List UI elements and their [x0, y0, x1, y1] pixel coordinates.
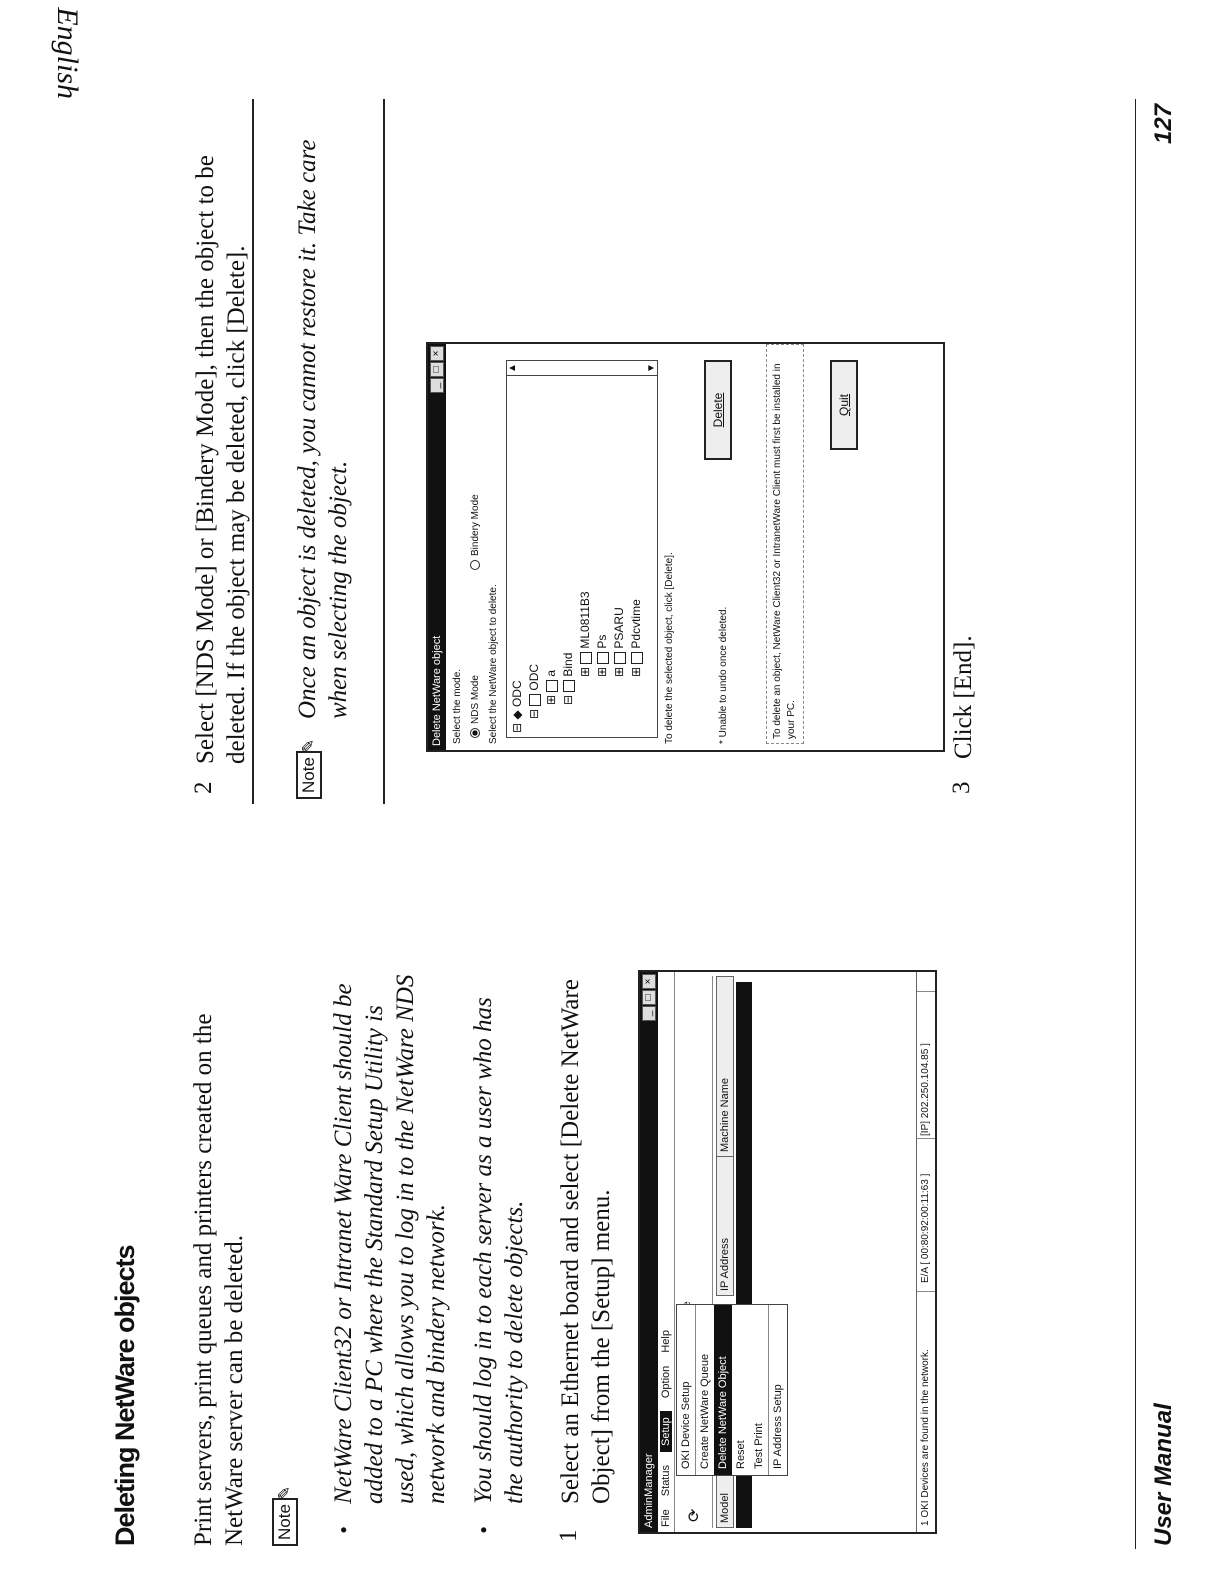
tree-node-bind[interactable]: ⊟ Bind	[561, 652, 575, 705]
menu-status[interactable]: Status	[660, 1465, 672, 1497]
folder-icon	[563, 680, 575, 692]
step-text: Select [NDS Mode] or [Bindery Mode], then the object to be deleted. If the object may be deleted, click [Delete].	[192, 155, 250, 764]
minimize-icon[interactable]: _	[430, 378, 444, 393]
tree-scrollbar[interactable]	[507, 361, 657, 376]
folder-icon	[529, 694, 541, 706]
pencil-icon: ✎	[275, 1485, 294, 1501]
tree-node-label: Ps	[595, 634, 609, 649]
bullet-text: You should log in to each server as a user who has the authority to delete objects.	[470, 997, 528, 1504]
step-number: 2	[190, 781, 217, 794]
note-rule-top	[252, 99, 254, 804]
folder-icon	[546, 680, 558, 692]
tree-node-label: ODC	[510, 680, 524, 708]
client-requirement-note: To delete an object, NetWare Client32 or IntranetWare Client must first be installed in your PC.	[766, 344, 804, 744]
bullet-text: NetWare Client32 or Intranet Ware Client should be added to a PC where the Standard Setup Utility is used, which allows you to log in to the NetWare NDS network and bindery network.	[330, 974, 450, 1504]
object-tree[interactable]	[506, 360, 658, 738]
delete-instruction: To delete the selected object, click [Delete].	[664, 552, 675, 744]
undo-warning: * Unable to undo once deleted.	[718, 606, 729, 744]
note-bullet-1	[328, 959, 468, 1534]
menu-item-test-print[interactable]: Test Print	[753, 1423, 765, 1469]
menu-option[interactable]: Option	[660, 1365, 672, 1399]
menu-bar	[658, 972, 675, 1532]
menu-setup[interactable]: Setup	[660, 1411, 672, 1452]
page-number: 127	[1150, 103, 1177, 144]
footer-label: User Manual	[1150, 1403, 1177, 1546]
note-label: Note	[272, 1498, 298, 1546]
setup-dropdown-menu	[676, 1304, 788, 1476]
tree-node-a[interactable]: ⊞ a	[544, 669, 558, 705]
tree-node-label: Bind	[561, 652, 575, 677]
window-title: Delete NetWare object	[431, 635, 443, 746]
scroll-down-icon[interactable]: ▼	[646, 363, 657, 373]
menu-item-create-netware-queue[interactable]: Create NetWare Queue	[695, 1305, 714, 1475]
tree-node-label: Pdcvtime	[629, 599, 643, 649]
tree-node-pdcvtime[interactable]: ⊞ Pdcvtime	[629, 599, 643, 677]
step-text: Select an Ethernet board and select [Delete NetWare Object] from the [Setup] menu.	[557, 979, 615, 1504]
note-rule-bottom	[383, 99, 385, 804]
menu-item-oki-device-setup[interactable]: OKI Device Setup	[680, 1381, 692, 1469]
tree-node-label: a	[544, 669, 558, 677]
queue-icon	[631, 652, 643, 664]
step-text: Click [End].	[950, 635, 977, 759]
nds-mode-radio[interactable]	[470, 675, 481, 738]
window-title: AdminManager	[643, 1453, 655, 1528]
menu-item-delete-netware-object[interactable]: Delete NetWare Object	[714, 1305, 732, 1475]
status-device-count: 1 OKI Devices are found in the network.	[917, 1291, 935, 1530]
window-titlebar	[428, 344, 446, 750]
radio-unselected-icon	[470, 560, 480, 570]
pencil-icon: ✎	[299, 738, 318, 754]
close-icon[interactable]: ×	[642, 974, 656, 989]
note-badge-2	[296, 739, 322, 799]
tree-node-ml0811b3[interactable]: ⊞ ML0811B3	[578, 591, 592, 677]
tree-node-label: ODC	[527, 663, 541, 691]
admin-manager-window	[638, 970, 937, 1534]
bullet-icon: •	[331, 1526, 356, 1534]
tree-root-icon: ◆	[510, 710, 524, 720]
tree-node-psaru[interactable]: ⊞ PSARU	[612, 607, 626, 677]
language-tab: English	[51, 7, 84, 99]
bullet-icon: •	[471, 1526, 496, 1534]
select-mode-label: Select the mode.	[452, 668, 463, 744]
tree-node-root[interactable]: ⊟ ◆ ODC	[510, 680, 524, 733]
tree-node-label: PSARU	[612, 607, 626, 649]
print-server-icon	[614, 652, 626, 664]
tree-node-ps[interactable]: ⊞ Ps	[595, 634, 609, 677]
menu-item-ip-address-setup[interactable]: IP Address Setup	[768, 1305, 787, 1475]
tree-node-label: ML0811B3	[578, 591, 592, 649]
step-number: 1	[555, 1529, 582, 1542]
column-ip-address[interactable]: IP Address	[716, 1155, 734, 1296]
delete-button[interactable]: Delete	[704, 360, 732, 460]
column-machine-name[interactable]: Machine Name	[716, 976, 734, 1157]
menu-file[interactable]: File	[660, 1509, 672, 1527]
section-title: Deleting NetWare objects	[110, 1245, 140, 1546]
column-model[interactable]: Model	[716, 1412, 734, 1528]
status-ip-address: [IP] 202.250.104.85 ]	[917, 991, 935, 1140]
bindery-mode-radio[interactable]	[470, 494, 481, 570]
minimize-icon[interactable]: _	[642, 1006, 656, 1021]
printer-icon	[580, 652, 592, 664]
tree-node-odc[interactable]: ⊟ ODC	[527, 663, 541, 719]
menu-item-reset[interactable]: Reset	[735, 1440, 747, 1469]
note-label: Note	[296, 751, 322, 799]
select-object-label: Select the NetWare object to delete.	[488, 584, 499, 744]
nds-mode-label: NDS Mode	[470, 675, 481, 724]
close-icon[interactable]: ×	[430, 346, 444, 361]
note-bullet-2	[468, 959, 538, 1534]
step-number: 3	[948, 781, 975, 794]
footer-rule	[1135, 99, 1136, 1549]
print-server-icon	[597, 652, 609, 664]
menu-help[interactable]: Help	[660, 1330, 672, 1353]
maximize-icon[interactable]: □	[642, 990, 656, 1005]
bindery-mode-label: Bindery Mode	[470, 494, 481, 556]
scroll-up-icon[interactable]: ▲	[507, 363, 518, 373]
maximize-icon[interactable]: □	[430, 362, 444, 377]
status-mac-address: E/A [ 00:80:92:00:11:63 ]	[917, 1138, 935, 1287]
window-titlebar	[640, 972, 658, 1532]
radio-selected-icon	[470, 728, 480, 738]
quit-button[interactable]: Quit	[830, 360, 858, 450]
delete-netware-object-window	[426, 342, 945, 752]
status-bar	[916, 972, 935, 1532]
intro-paragraph: Print servers, print queues and printers created on the NetWare server can be deleted.	[190, 1013, 248, 1546]
note-text: Once an object is deleted, you cannot restore it. Take care when selecting the object.	[294, 139, 352, 719]
refresh-icon[interactable]: ⟳	[686, 1508, 703, 1522]
note-badge-1	[272, 1486, 298, 1546]
